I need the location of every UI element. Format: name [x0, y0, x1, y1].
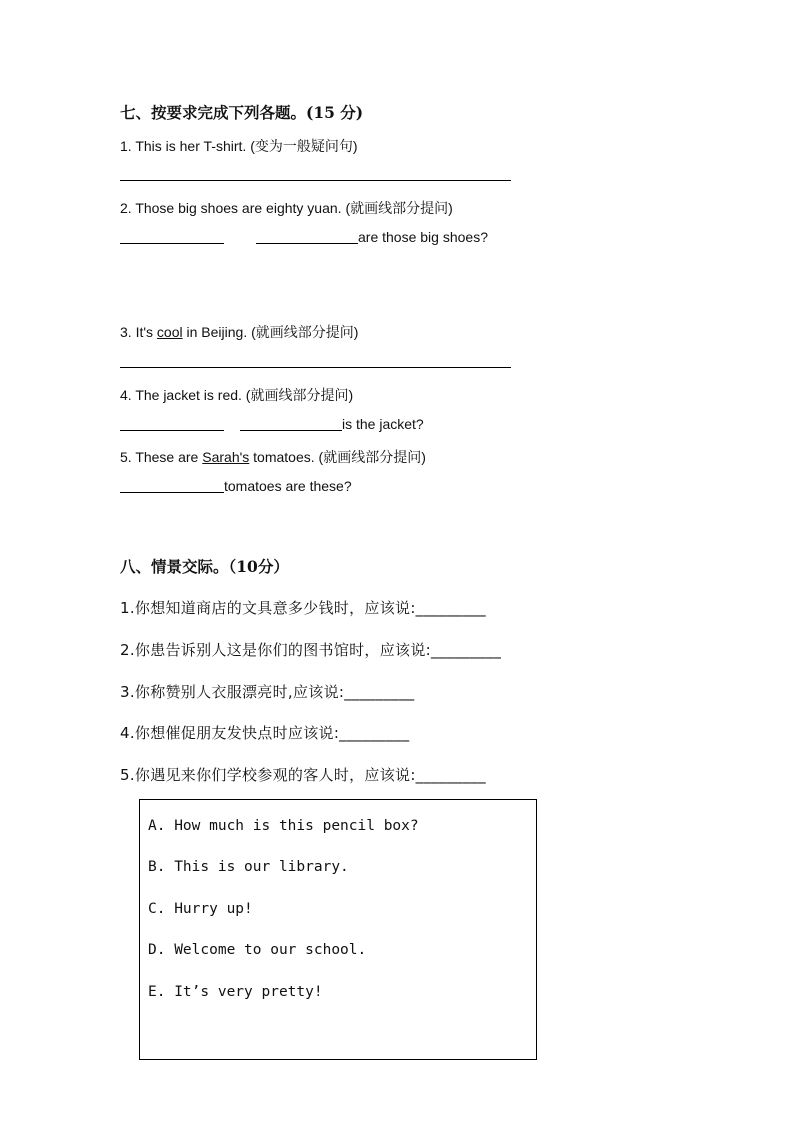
situation-item-4: 4.你想催促朋友发快点时应该说:_________	[120, 724, 410, 742]
option-e: E. It’s very pretty!	[148, 984, 323, 1000]
question-3-prefix: 3. It's	[120, 324, 157, 340]
answer-blank-4b[interactable]	[240, 430, 342, 431]
option-c: C. Hurry up!	[148, 901, 253, 917]
question-3-underlined: cool	[156, 324, 183, 340]
situation-item-5: 5.你遇见来你们学校参观的客人时，应该说:_________	[120, 766, 486, 784]
answer-blank-4a[interactable]	[120, 430, 224, 431]
question-3	[120, 322, 358, 342]
answer-blank-2b[interactable]	[256, 243, 358, 244]
question-2: 2. Those big shoes are eighty yuan. (就画线部分提问)	[120, 200, 453, 216]
situation-item-3: 3.你称赞别人衣服漂亮时,应该说:_________	[120, 683, 415, 701]
question-4-answer-text: is the jacket?	[342, 416, 424, 432]
option-b: B. This is our library.	[148, 859, 349, 875]
question-5-prefix: 5. These are	[120, 449, 203, 465]
answer-line-1[interactable]	[120, 180, 511, 181]
section-7-title: 七、按要求完成下列各题。(15 分)	[120, 103, 364, 122]
question-5-underlined: Sarah's	[202, 449, 250, 465]
question-2-answer-text: are those big shoes?	[358, 229, 488, 245]
answer-line-3[interactable]	[120, 367, 511, 368]
question-1: 1. This is her T-shirt. (变为一般疑问句)	[120, 138, 358, 154]
question-4: 4. The jacket is red. (就画线部分提问)	[120, 387, 354, 403]
question-5	[120, 447, 426, 467]
option-d: D. Welcome to our school.	[148, 942, 367, 958]
answer-blank-2a[interactable]	[120, 243, 224, 244]
situation-item-1: 1.你想知道商店的文具意多少钱时，应该说:_________	[120, 599, 486, 617]
option-a: A. How much is this pencil box?	[148, 818, 419, 834]
question-5-answer-text: tomatoes are these?	[224, 478, 352, 494]
question-5-suffix: tomatoes. (就画线部分提问)	[249, 449, 426, 465]
question-3-suffix: in Beijing. (就画线部分提问)	[182, 324, 359, 340]
answer-blank-5[interactable]	[120, 492, 224, 493]
options-box	[139, 799, 537, 1060]
section-8-title: 八、情景交际。（10分）	[120, 557, 289, 576]
situation-item-2: 2.你患告诉别人这是你们的图书馆时，应该说:_________	[120, 641, 502, 659]
